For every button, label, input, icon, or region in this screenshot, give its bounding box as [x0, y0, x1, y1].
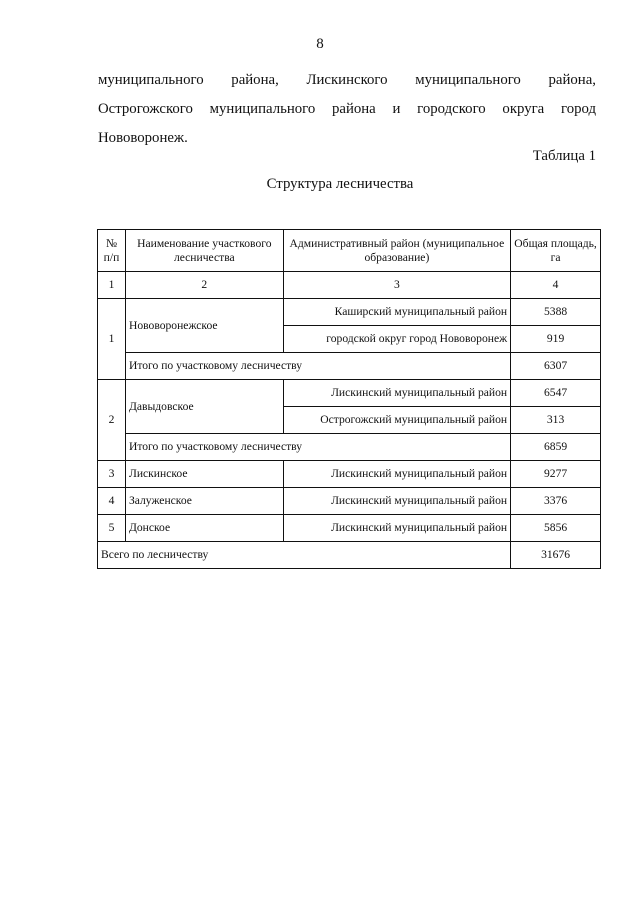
row-admin-district: Острогожский муниципальный район: [283, 407, 510, 434]
header-admin: Административный район (муниципальное образование): [283, 230, 510, 272]
intro-line: Нововоронеж.: [98, 130, 188, 146]
row-admin-district: Лискинский муниципальный район: [283, 515, 510, 542]
page-number: 8: [316, 36, 324, 52]
row-area: 9277: [511, 461, 601, 488]
table-title: Структура лесничества: [266, 176, 414, 192]
table-row: [98, 515, 601, 542]
row-forestry-name: Давыдовское: [125, 380, 283, 434]
row-num: 3: [98, 461, 126, 488]
subtotal-value: 6859: [511, 434, 601, 461]
row-forestry-name: Залуженское: [125, 488, 283, 515]
intro-line: Острогожского муниципального района и городского округа город: [98, 101, 596, 117]
table-header-row: [98, 230, 601, 272]
subtotal-label: Итого по участковому лесничеству: [125, 434, 510, 461]
row-num: 2: [98, 380, 126, 461]
row-forestry-name: Донское: [125, 515, 283, 542]
intro-line: муниципального района, Лискинского муниципального района,: [98, 72, 596, 88]
row-area: 5388: [511, 299, 601, 326]
row-admin-district: Лискинский муниципальный район: [283, 488, 510, 515]
subtotal-label: Итого по участковому лесничеству: [125, 353, 510, 380]
total-value: 31676: [511, 542, 601, 569]
row-num: 5: [98, 515, 126, 542]
column-number-row: [98, 272, 601, 299]
total-label: Всего по лесничеству: [98, 542, 511, 569]
row-admin-district: Лискинский муниципальный район: [283, 380, 510, 407]
intro-paragraph: [98, 66, 596, 153]
subtotal-row: [98, 434, 601, 461]
table-row: [98, 488, 601, 515]
table-number-label: Таблица 1: [532, 148, 596, 164]
column-number: 4: [511, 272, 601, 299]
header-area: Общая площадь, га: [511, 230, 601, 272]
forestry-structure-table: [97, 229, 601, 569]
row-admin-district: городской округ город Нововоронеж: [283, 326, 510, 353]
row-area: 919: [511, 326, 601, 353]
row-area: 5856: [511, 515, 601, 542]
table-row: [98, 299, 601, 326]
row-num: 1: [98, 299, 126, 380]
row-area: 313: [511, 407, 601, 434]
header-name: Наименование участкового лесничества: [125, 230, 283, 272]
column-number: 3: [283, 272, 510, 299]
row-forestry-name: Нововоронежское: [125, 299, 283, 353]
column-number: 1: [98, 272, 126, 299]
row-forestry-name: Лискинское: [125, 461, 283, 488]
row-admin-district: Лискинский муниципальный район: [283, 461, 510, 488]
table-row: [98, 461, 601, 488]
header-num: № п/п: [98, 230, 126, 272]
total-row: [98, 542, 601, 569]
column-number: 2: [125, 272, 283, 299]
subtotal-row: [98, 353, 601, 380]
row-area: 3376: [511, 488, 601, 515]
row-area: 6547: [511, 380, 601, 407]
table-row: [98, 380, 601, 407]
subtotal-value: 6307: [511, 353, 601, 380]
row-num: 4: [98, 488, 126, 515]
row-admin-district: Каширский муниципальный район: [283, 299, 510, 326]
